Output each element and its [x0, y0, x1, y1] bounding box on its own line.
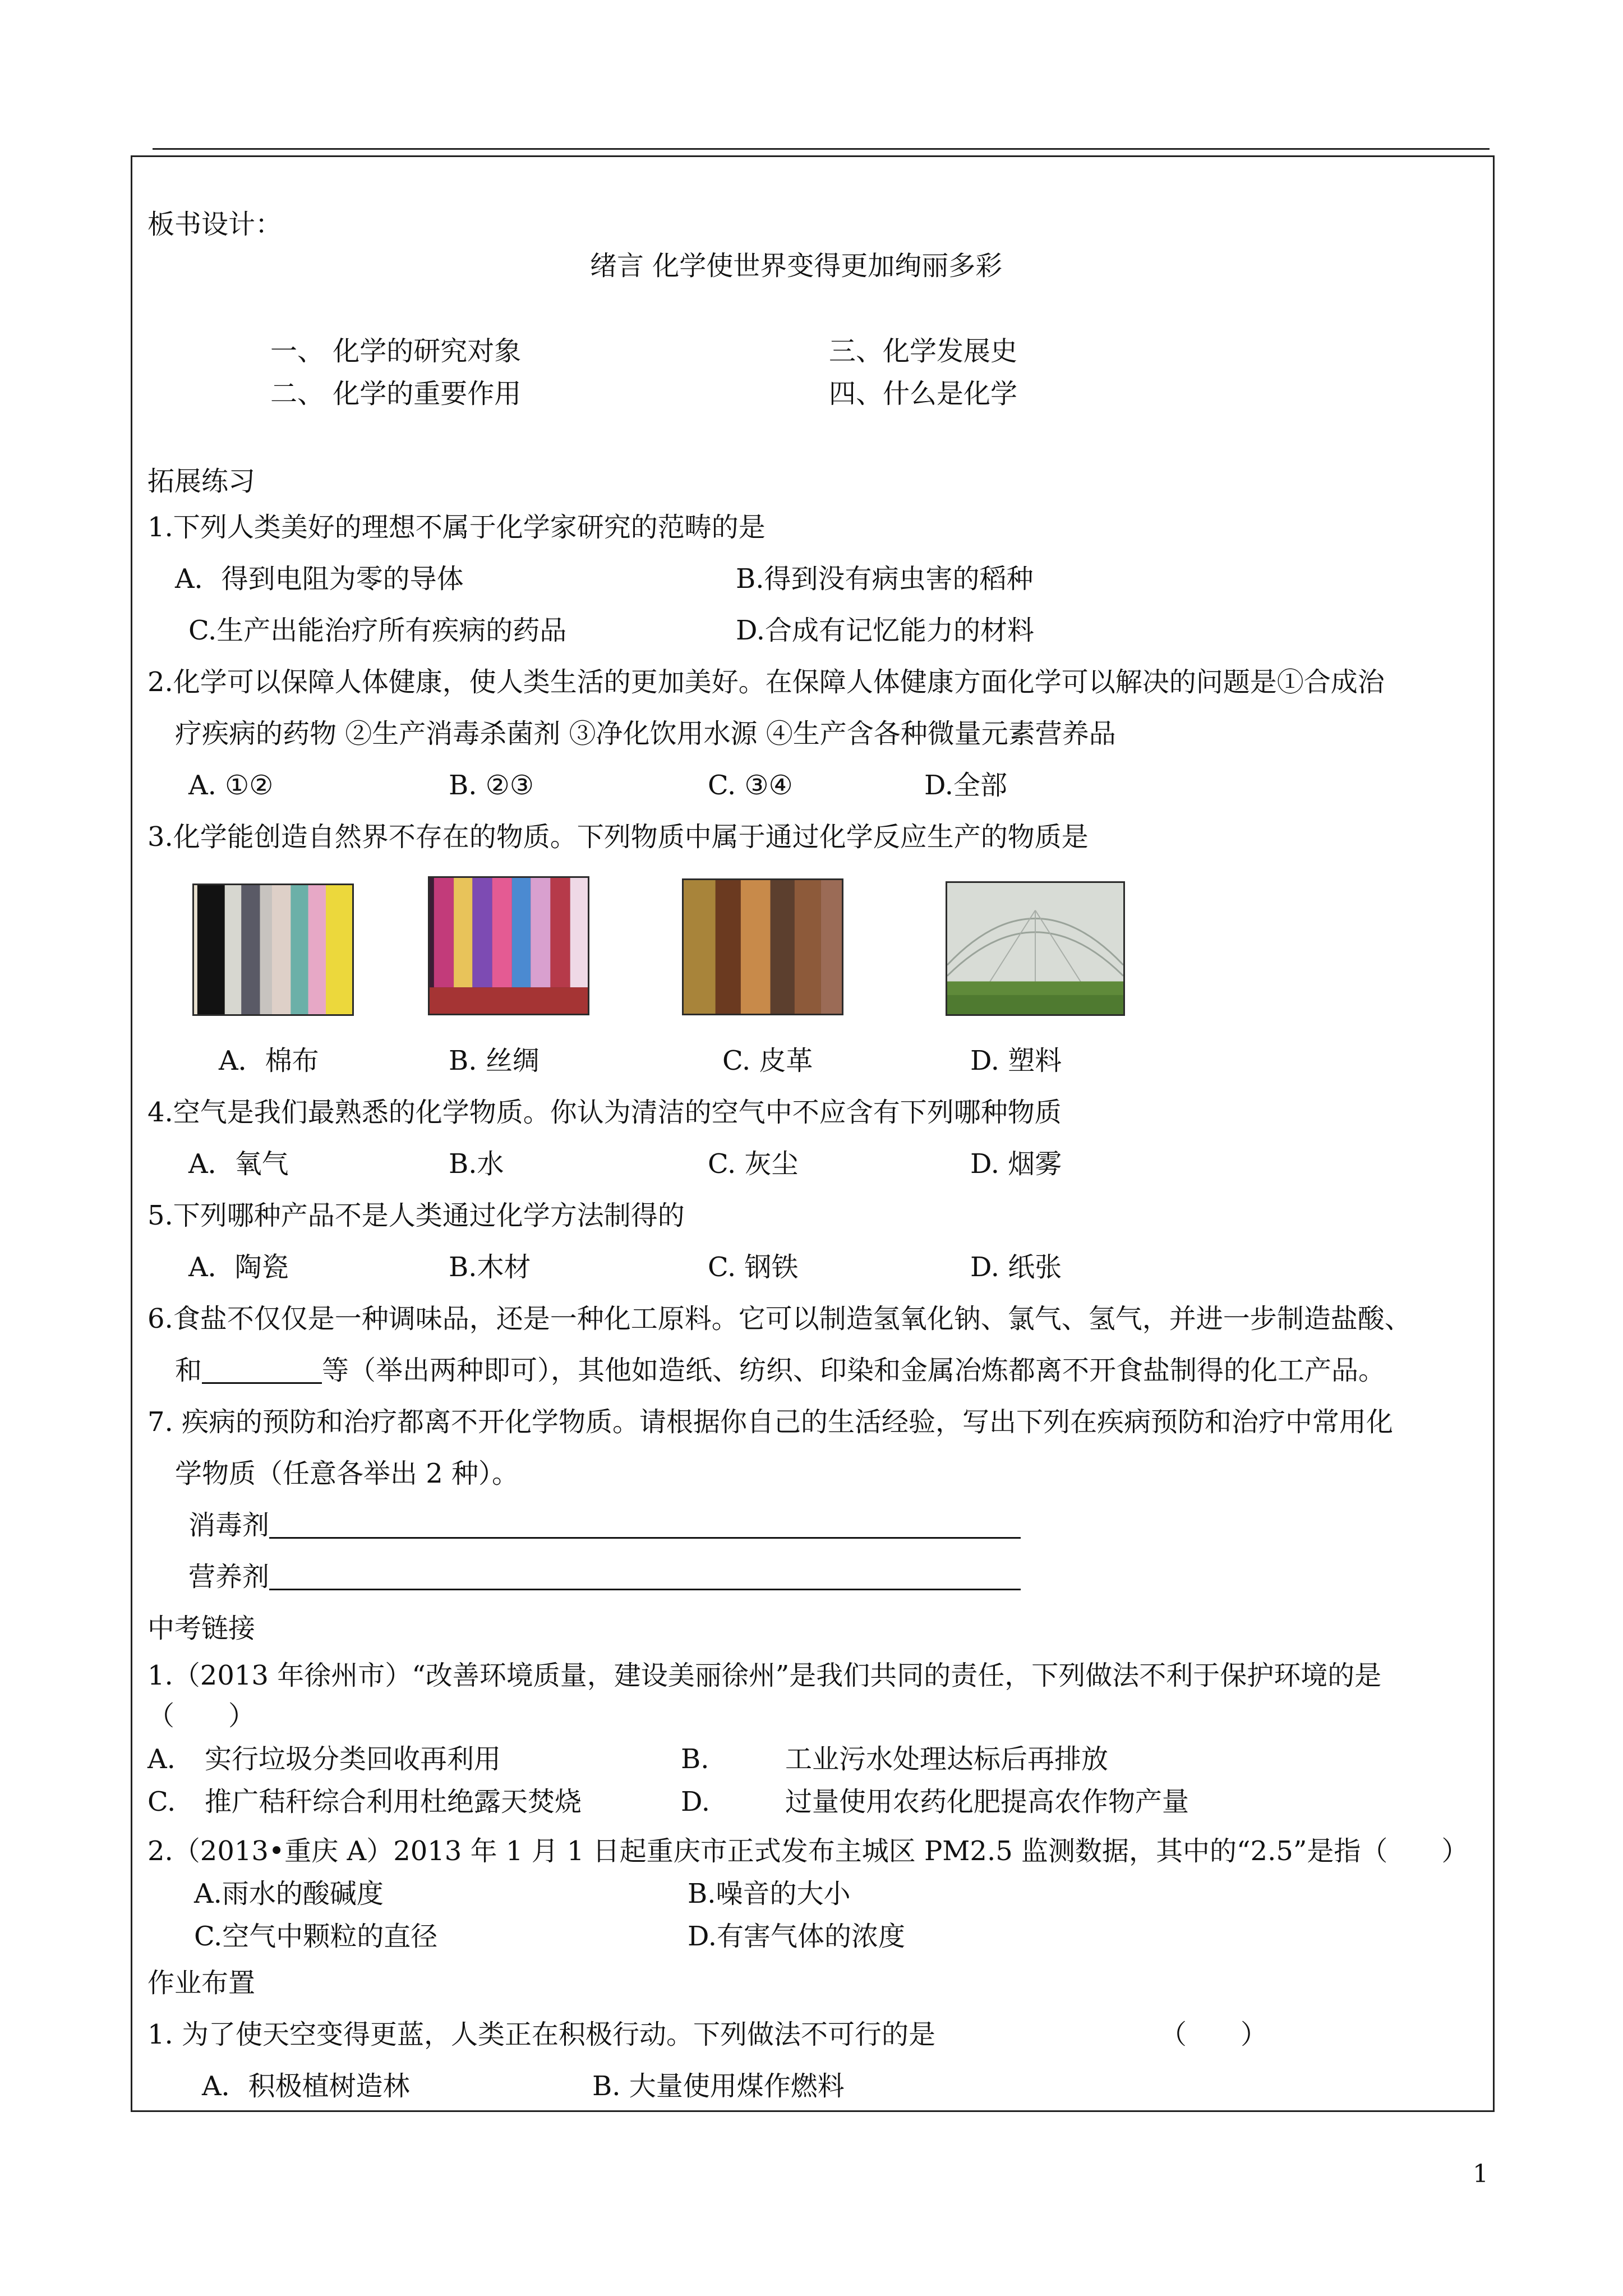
- nutrient-row: [188, 1561, 1021, 1593]
- practice-q2-line2: 疗疾病的药物 ②生产消毒杀菌剂 ③净化饮用水源 ④生产含各种微量元素营养品: [175, 718, 1116, 749]
- exam-q2-option-a: A.雨水的酸碱度: [194, 1878, 384, 1910]
- exam-q1-option-a: 实行垃圾分类回收再利用: [205, 1743, 501, 1775]
- plastic-greenhouse-image: [946, 881, 1125, 1016]
- content-frame: [131, 155, 1495, 2112]
- practice-q1-option-c: C.生产出能治疗所有疾病的药品: [188, 615, 567, 646]
- practice-q7-line2: 学物质（任意各举出 2 种）。: [175, 1458, 519, 1489]
- practice-q5-option-a: A．陶瓷: [188, 1251, 289, 1283]
- practice-q1-stem: 1.下列人类美好的理想不属于化学家研究的范畴的是: [147, 512, 766, 543]
- practice-q5-option-c: C. 钢铁: [708, 1251, 799, 1283]
- homework-heading: 作业布置: [147, 1967, 256, 1999]
- practice-q3-option-c: C. 皮革: [722, 1045, 813, 1076]
- exam-q1-option-b: 工业污水处理达标后再排放: [785, 1743, 1109, 1775]
- exam-heading: 中考链接: [147, 1613, 256, 1644]
- board-item-3: 三、化学发展史: [829, 335, 1018, 367]
- header-rule: [153, 148, 1490, 150]
- practice-q4-option-c: C. 灰尘: [708, 1148, 799, 1180]
- practice-q1-option-a: A．得到电阻为零的导体: [175, 563, 464, 595]
- practice-q3-option-d: D. 塑料: [970, 1045, 1062, 1076]
- practice-q1-option-d: D.合成有记忆能力的材料: [736, 615, 1035, 646]
- practice-q6-rest: 等（举出两种即可），其他如造纸、纺织、印染和金属冶炼都离不开食盐制得的化工产品。: [322, 1355, 1386, 1386]
- practice-q1-option-b: B.得到没有病虫害的稻种: [736, 563, 1034, 595]
- practice-q6-line2: [175, 1357, 1385, 1384]
- practice-q5-stem: 5.下列哪种产品不是人类通过化学方法制得的: [147, 1200, 685, 1231]
- practice-q4-stem: 4.空气是我们最熟悉的化学物质。你认为清洁的空气中不应含有下列哪种物质: [147, 1097, 1062, 1128]
- practice-q2-option-c: C. ③④: [708, 770, 793, 801]
- practice-q5-option-d: D. 纸张: [970, 1251, 1062, 1283]
- practice-q3-option-b: B. 丝绸: [449, 1045, 540, 1076]
- disinfectant-row: [188, 1512, 1021, 1539]
- homework-q1-option-b: B. 大量使用煤作燃料: [592, 2070, 845, 2102]
- silk-image: [428, 876, 589, 1015]
- disinfectant-answer-line[interactable]: [269, 1512, 1021, 1539]
- homework-q1-stem: 1. 为了使天空变得更蓝，人类正在积极行动。下列做法不可行的是: [147, 2019, 936, 2050]
- practice-heading: 拓展练习: [147, 466, 256, 497]
- practice-q4-option-a: A．氧气: [188, 1148, 289, 1180]
- exam-q2-stem: 2.（2013•重庆 A）2013 年 1 月 1 日起重庆市正式发布主城区 PM2.5 监测数据，其中的“2.5”是指（ ）: [147, 1835, 1469, 1867]
- exam-q1-option-d-label: D.: [681, 1786, 711, 1818]
- exam-q1-option-c-label: C.: [147, 1786, 176, 1818]
- exam-q2-option-d: D.有害气体的浓度: [688, 1921, 906, 1952]
- exam-q1-line1: 1.（2013 年徐州市）“改善环境质量，建设美丽徐州”是我们共同的责任，下列做法不利于保护环境的是: [147, 1660, 1382, 1691]
- practice-q2-option-b: B. ②③: [449, 770, 534, 801]
- practice-q2-option-a: A. ①②: [188, 770, 274, 801]
- nutrient-answer-line[interactable]: [269, 1564, 1021, 1590]
- practice-q3-stem: 3.化学能创造自然界不存在的物质。下列物质中属于通过化学反应生产的物质是: [147, 821, 1089, 853]
- practice-q6-and: 和: [175, 1355, 202, 1386]
- nutrient-label: 营养剂: [188, 1561, 270, 1593]
- practice-q6-line1: 6.食盐不仅仅是一种调味品，还是一种化工原料。它可以制造氢氧化钠、氯气、氢气，并进一步制造盐酸、: [147, 1303, 1412, 1335]
- practice-q7-line1: 7. 疾病的预防和治疗都离不开化学物质。请根据你自己的生活经验，写出下列在疾病预防和治疗中常用化: [147, 1406, 1394, 1438]
- board-heading: 板书设计：: [147, 209, 283, 240]
- practice-q2-line1: 2.化学可以保障人体健康，使人类生活的更加美好。在保障人体健康方面化学可以解决的问题是①合成治: [147, 666, 1385, 698]
- board-item-2: 二、 化学的重要作用: [270, 378, 522, 409]
- board-title: 绪言 化学使世界变得更加绚丽多彩: [590, 250, 1003, 282]
- page-number: 1: [1473, 2160, 1488, 2188]
- exam-q2-option-c: C.空气中颗粒的直径: [194, 1921, 438, 1952]
- practice-q5-option-b: B.木材: [449, 1251, 531, 1283]
- exam-q1-option-c: 推广秸秆综合利用杜绝露天焚烧: [205, 1786, 582, 1818]
- exam-q2-option-b: B.噪音的大小: [688, 1878, 851, 1910]
- homework-q1-answer-paren[interactable]: （ ）: [1160, 2019, 1268, 2050]
- cotton-cloth-image: [192, 884, 354, 1016]
- practice-q2-option-d: D.全部: [924, 770, 1008, 801]
- practice-q3-option-a: A．棉布: [219, 1045, 319, 1076]
- practice-q6-answer-blank[interactable]: [202, 1358, 322, 1384]
- exam-q1-line2: （ ）: [147, 1700, 256, 1732]
- exam-q1-option-b-label: B.: [681, 1743, 709, 1775]
- leather-image: [682, 878, 843, 1015]
- board-item-4: 四、什么是化学: [829, 378, 1018, 409]
- board-item-1: 一、 化学的研究对象: [270, 335, 522, 367]
- disinfectant-label: 消毒剂: [188, 1510, 270, 1541]
- homework-q1-option-a: A．积极植树造林: [202, 2070, 410, 2102]
- exam-q1-option-a-label: A.: [147, 1743, 176, 1775]
- practice-q4-option-b: B.水: [449, 1148, 504, 1180]
- exam-q1-option-d: 过量使用农药化肥提高农作物产量: [785, 1786, 1189, 1818]
- practice-q4-option-d: D. 烟雾: [970, 1148, 1062, 1180]
